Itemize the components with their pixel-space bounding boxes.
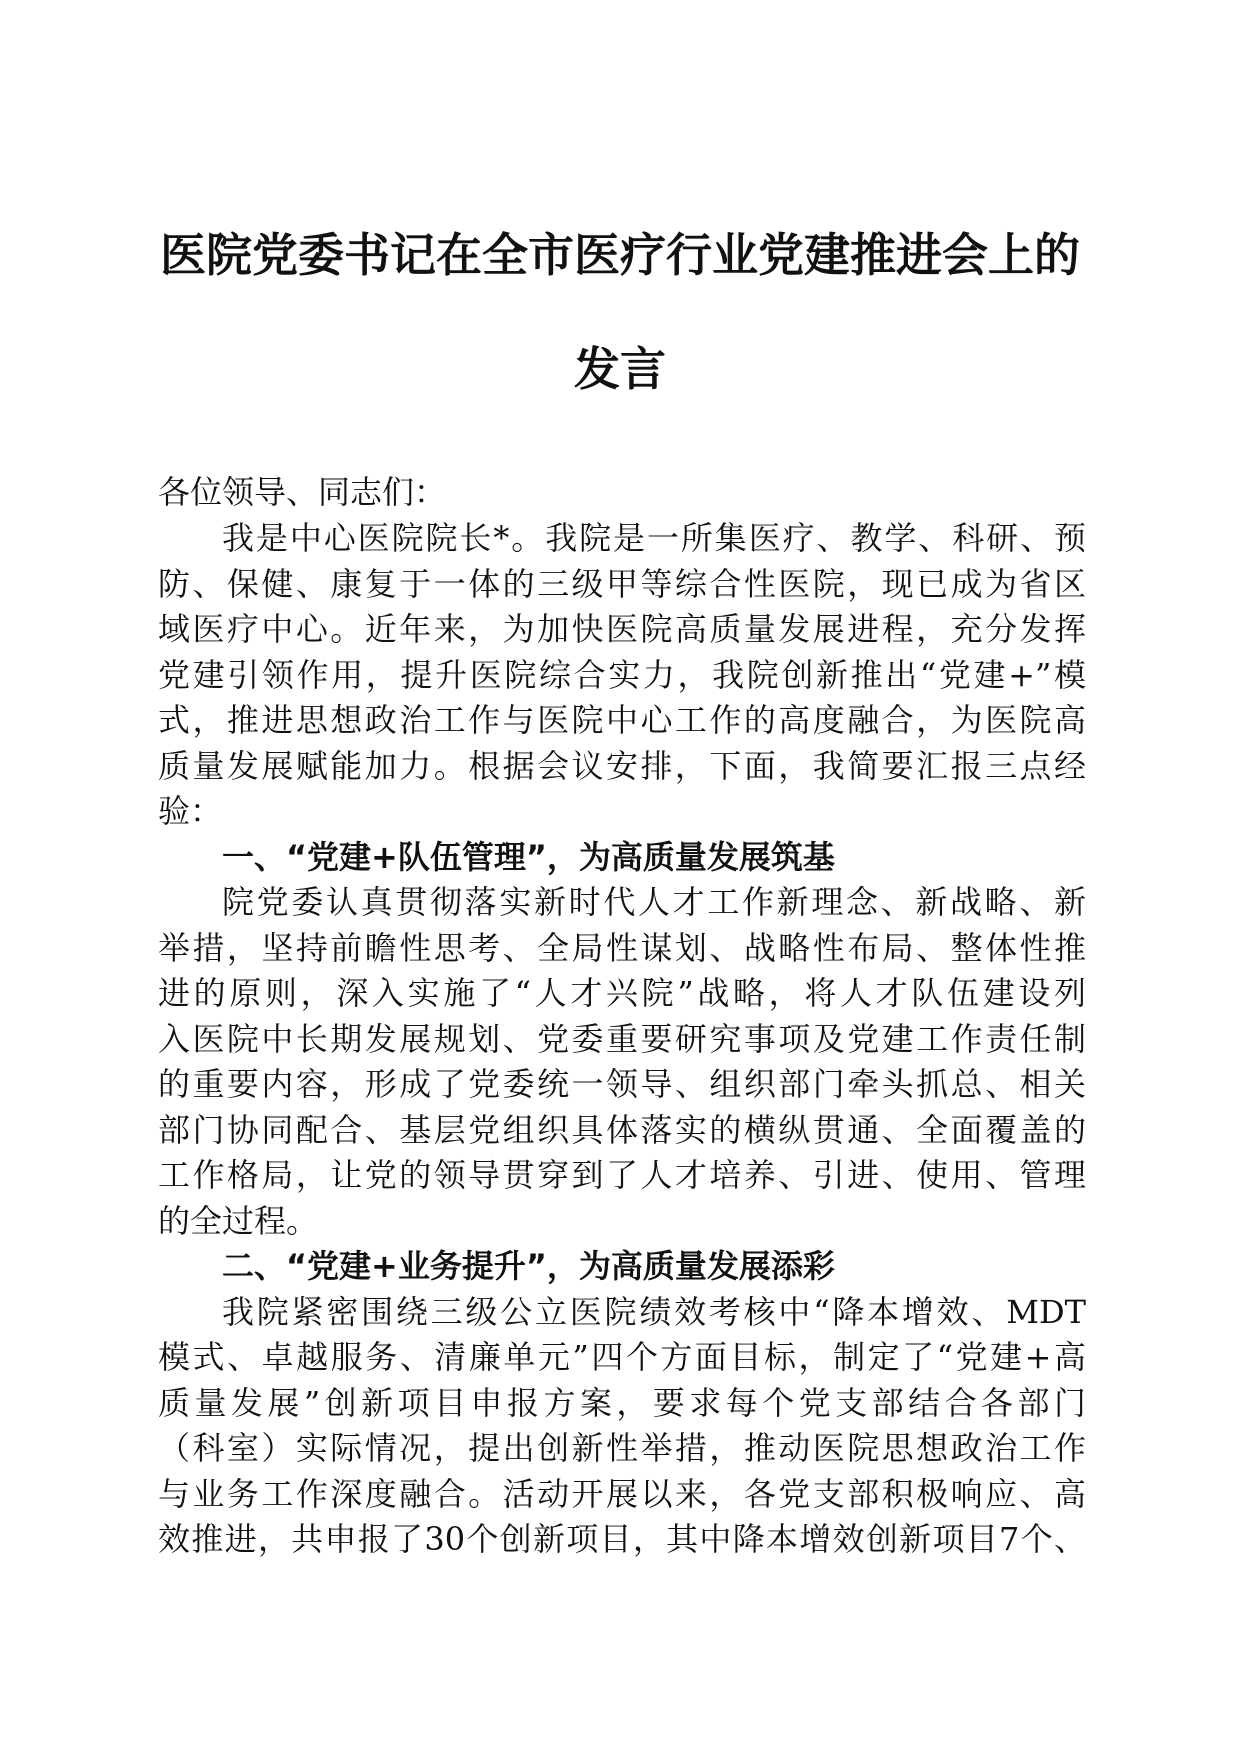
- paragraph-line: 与业务工作深度融合。活动开展以来，各党支部积极响应、高: [158, 1474, 1086, 1513]
- paragraph-line: 进的原则，深入实施了“人才兴院”战略，将人才队伍建设列: [158, 974, 1086, 1012]
- document-title-line-1: 医院党委书记在全市医疗行业党建推进会上的: [160, 228, 1080, 282]
- paragraph-line: 的重要内容，形成了党委统一领导、组织部门牵头抓总、相关: [158, 1065, 1086, 1103]
- greeting: [158, 470, 1086, 516]
- document-title-line-2: 发言: [574, 342, 666, 396]
- paragraph-line: （科室）实际情况，提出创新性举措，推动医院思想政治工作: [158, 1429, 1086, 1467]
- paragraph-line: 的全过程。: [158, 1201, 319, 1240]
- paragraph-line: 举措，坚持前瞻性思考、全局性谋划、战略性布局、整体性推: [158, 928, 1086, 967]
- paragraph-line: 院党委认真贯彻落实新时代人才工作新理念、新战略、新: [222, 883, 1086, 921]
- section-heading: 一、“党建+队伍管理”，为高质量发展筑基: [222, 837, 835, 876]
- paragraph-line: 部门协同配合、基层党组织具体落实的横纵贯通、全面覆盖的: [158, 1110, 1086, 1149]
- paragraph-line: 模式、卓越服务、清廉单元”四个方面目标，制定了“党建+高: [158, 1338, 1086, 1376]
- paragraph-line: 质量发展”创新项目申报方案，要求每个党支部结合各部门: [158, 1383, 1086, 1422]
- paragraph-line: 我是中心医院院长*。我院是一所集医疗、教学、科研、预: [222, 519, 1086, 557]
- paragraph-line: 工作格局，让党的领导贯穿到了人才培养、引进、使用、管理: [158, 1156, 1086, 1194]
- greeting-text: 各位领导、同志们：: [158, 473, 447, 511]
- paragraph-line: 防、保健、康复于一体的三级甲等综合性医院，现已成为省区: [158, 564, 1086, 603]
- paragraph-line: 党建引领作用，提升医院综合实力，我院创新推出“党建+”模: [158, 655, 1086, 694]
- section-heading: 二、“党建+业务提升”，为高质量发展添彩: [222, 1247, 835, 1285]
- paragraph-line: 式，推进思想政治工作与医院中心工作的高度融合，为医院高: [158, 701, 1086, 739]
- paragraph-line: 入医院中长期发展规划、党委重要研究事项及党建工作责任制: [158, 1019, 1086, 1058]
- paragraph-line: 域医疗中心。近年来，为加快医院高质量发展进程，充分发挥: [158, 610, 1086, 648]
- paragraph-line: 质量发展赋能加力。根据会议安排，下面，我简要汇报三点经: [158, 746, 1086, 785]
- paragraph-line: 效推进，共申报了30个创新项目，其中降本增效创新项目7个、: [158, 1520, 1086, 1558]
- paragraph-line: 验：: [158, 792, 223, 830]
- document-body: [158, 516, 1086, 1563]
- paragraph-line: 我院紧密围绕三级公立医院绩效考核中“降本增效、MDT: [222, 1292, 1086, 1331]
